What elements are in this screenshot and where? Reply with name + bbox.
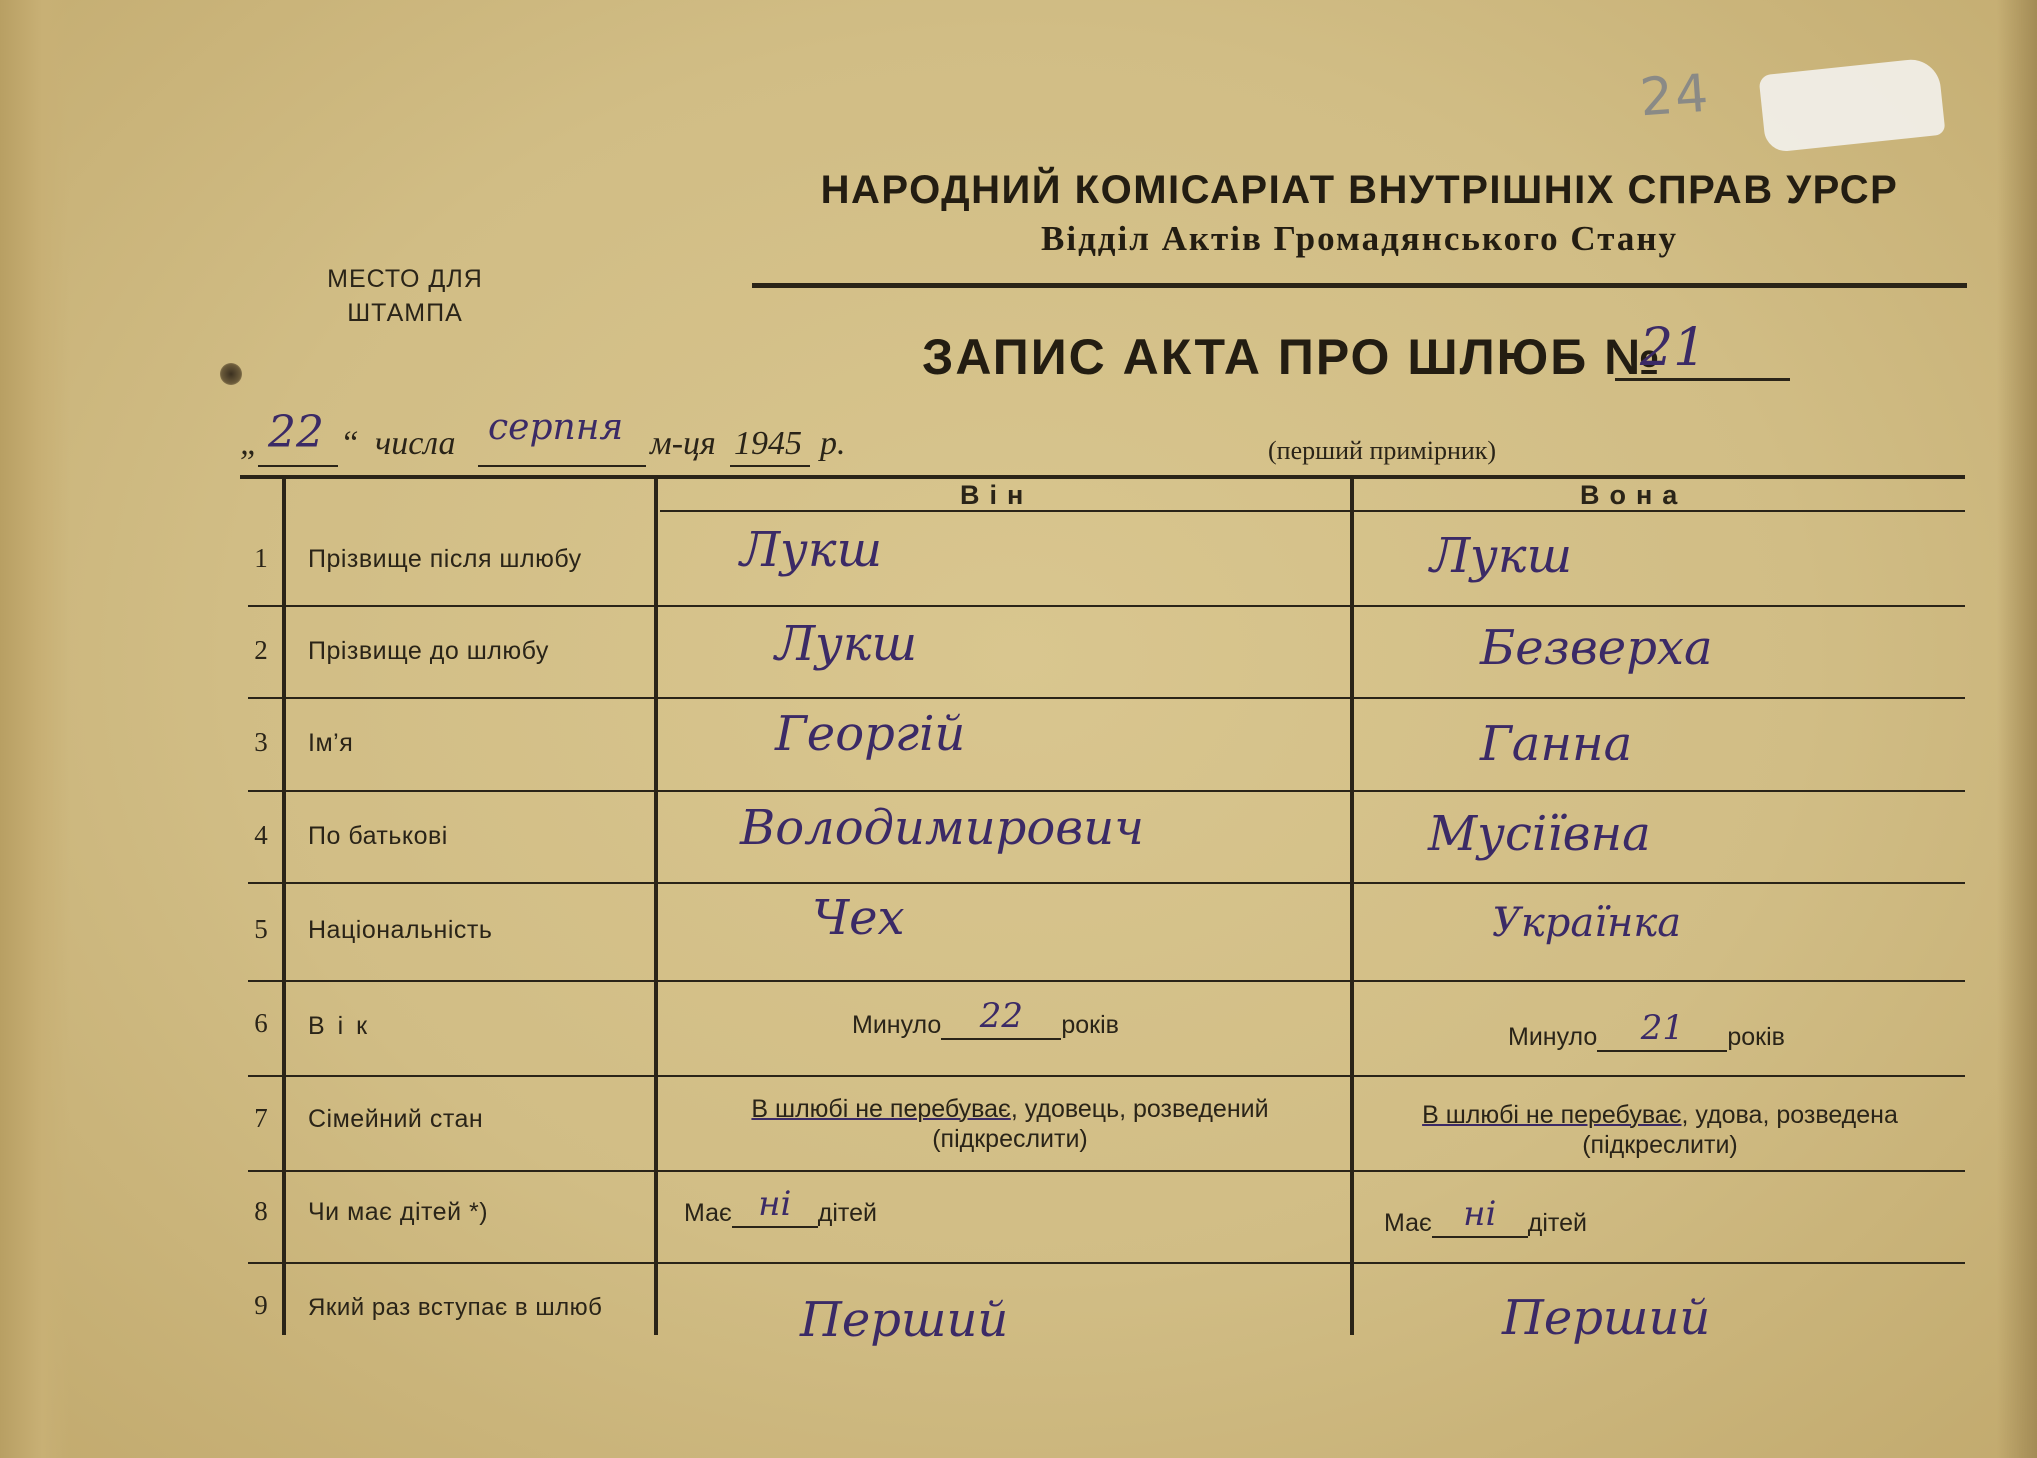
- she-marriage-count: Перший: [1502, 1290, 1711, 1346]
- she-surname-after: Лукш: [1430, 528, 1573, 584]
- she-surname-before: Безверха: [1480, 620, 1713, 676]
- page-edge-left: [0, 0, 70, 1458]
- row-divider: [248, 1262, 1965, 1264]
- document-header: [752, 168, 1967, 259]
- day-underline: [258, 465, 338, 467]
- row-number: 2: [254, 635, 268, 665]
- stamp-placeholder: [290, 262, 520, 330]
- he-age-value: 22: [979, 996, 1023, 1036]
- he-age: [852, 996, 1119, 1040]
- he-first-name: Георгій: [775, 706, 966, 762]
- date-open-quote: „: [240, 425, 259, 462]
- column-header-rule: [660, 510, 1965, 512]
- he-surname-before: Лукш: [775, 616, 918, 672]
- stamp-placeholder-line2: ШТАМПА: [347, 299, 463, 327]
- row-number: 6: [254, 1008, 268, 1038]
- row-number: 1: [254, 543, 268, 573]
- column-header-she: Вона: [1580, 480, 1688, 510]
- stamp-placeholder-line1: МЕСТО ДЛЯ: [327, 265, 483, 293]
- row-label: Сімейний стан: [308, 1105, 484, 1133]
- year-underline: [730, 465, 810, 467]
- he-marriage-count: Перший: [800, 1292, 1009, 1348]
- date-day: 22: [268, 407, 324, 458]
- she-children-value: ні: [1463, 1194, 1497, 1234]
- he-marital-status: [680, 1094, 1340, 1154]
- date-close-quote: “: [340, 425, 359, 462]
- row-divider: [248, 882, 1965, 884]
- he-marital-rest: , удовець, розведений: [1010, 1095, 1269, 1123]
- she-children: [1384, 1194, 1587, 1238]
- marital-hint: (підкреслити): [1582, 1131, 1738, 1159]
- she-age: [1508, 1008, 1785, 1052]
- num-column-divider: [282, 475, 286, 1335]
- record-title: ЗАПИС АКТА ПРО ШЛЮБ №: [922, 329, 1662, 385]
- row-divider: [248, 605, 1965, 607]
- he-surname-after: Лукш: [740, 522, 883, 578]
- she-marital-status: [1360, 1100, 1960, 1160]
- he-patronymic: Володимирович: [740, 800, 1145, 856]
- column-header-he: Він: [960, 480, 1034, 510]
- binding-hole: [220, 363, 242, 385]
- record-number: 21: [1640, 318, 1707, 378]
- row-divider: [248, 980, 1965, 982]
- children-prefix: Має: [684, 1199, 732, 1227]
- he-children-value: ні: [758, 1184, 792, 1224]
- row-number: 9: [254, 1290, 268, 1320]
- date-year-suffix: р.: [820, 425, 846, 462]
- row-number: 5: [254, 914, 268, 944]
- row-label: Чи має дітей *): [308, 1198, 489, 1226]
- children-suffix: дітей: [1527, 1209, 1587, 1237]
- date-day-word: числа: [375, 425, 456, 462]
- age-suffix: років: [1727, 1023, 1785, 1051]
- he-she-column-divider: [1350, 475, 1354, 1335]
- she-age-value: 21: [1640, 1008, 1684, 1048]
- header-title: НАРОДНИЙ КОМІСАРІАТ ВНУТРІШНІХ СПРАВ УРСР: [820, 168, 1899, 212]
- page-edge-right: [1997, 0, 2037, 1458]
- row-number: 7: [254, 1103, 268, 1133]
- label-column-divider: [654, 475, 658, 1335]
- row-label: По батькові: [308, 822, 448, 850]
- row-number: 4: [254, 820, 268, 850]
- row-number: 8: [254, 1196, 268, 1226]
- row-divider: [248, 790, 1965, 792]
- row-divider: [248, 697, 1965, 699]
- copy-label: (перший примірник): [1268, 436, 1497, 465]
- row-divider: [248, 1170, 1965, 1172]
- age-prefix: Минуло: [852, 1011, 942, 1039]
- she-first-name: Ганна: [1480, 716, 1633, 772]
- children-suffix: дітей: [817, 1199, 877, 1227]
- date-year: 1945: [734, 425, 802, 462]
- table-top-rule: [240, 475, 1965, 479]
- date-month: серпня: [488, 407, 624, 448]
- she-patronymic: Мусіївна: [1428, 806, 1651, 862]
- record-number-underline: [1615, 378, 1790, 381]
- row-label: Прізвище після шлюбу: [308, 545, 582, 573]
- marital-hint: (підкреслити): [932, 1125, 1088, 1153]
- she-nationality: Українка: [1492, 900, 1682, 946]
- she-marital-rest: , удова, розведена: [1681, 1101, 1898, 1129]
- children-prefix: Має: [1384, 1209, 1432, 1237]
- row-label: Який раз вступає в шлюб: [308, 1294, 603, 1321]
- white-correction-mark: [1758, 57, 1945, 153]
- he-marital-underlined: В шлюбі не перебуває: [751, 1095, 1011, 1123]
- archive-sheet-number: 24: [1637, 63, 1713, 129]
- header-subtitle: Відділ Актів Громадянського Стану: [1041, 219, 1678, 258]
- row-label: Прізвище до шлюбу: [308, 637, 549, 665]
- age-prefix: Минуло: [1508, 1023, 1598, 1051]
- row-label: Ім’я: [308, 729, 354, 757]
- row-label: В і к: [308, 1012, 371, 1040]
- row-number: 3: [254, 727, 268, 757]
- he-children: [684, 1184, 877, 1228]
- age-suffix: років: [1061, 1011, 1119, 1039]
- header-rule: [752, 283, 1967, 288]
- he-nationality: Чех: [812, 890, 905, 946]
- she-marital-underlined: В шлюбі не перебуває: [1422, 1101, 1682, 1129]
- row-divider: [248, 1075, 1965, 1077]
- row-label: Національність: [308, 916, 493, 944]
- month-underline: [478, 465, 646, 467]
- date-month-word: м-ця: [650, 425, 716, 462]
